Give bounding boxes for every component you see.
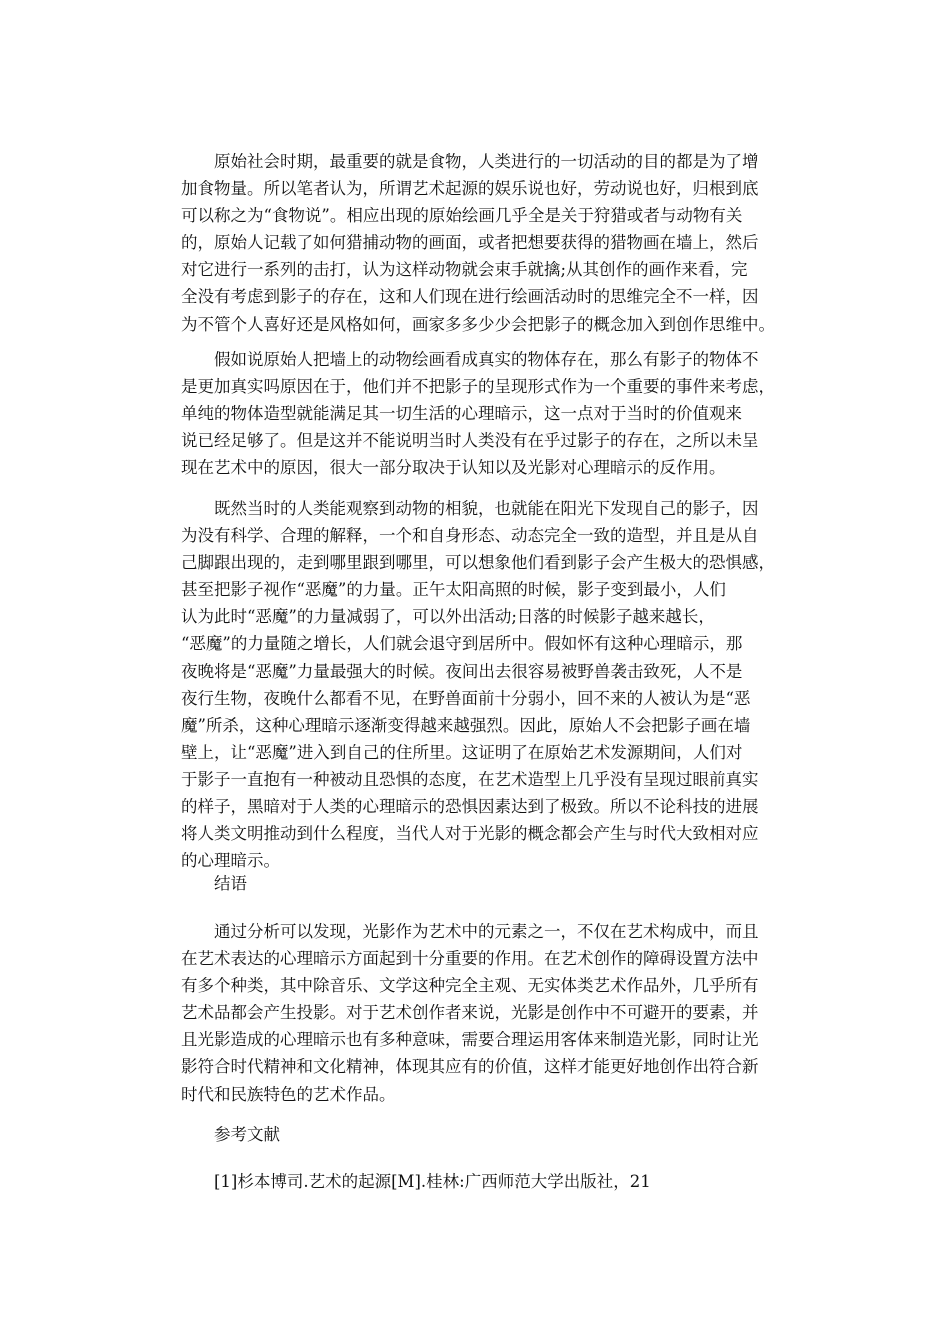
paragraph-line: 单纯的物体造型就能满足其一切生活的心理暗示，这一点对于当时的价值观来 (181, 404, 742, 424)
paragraph-line: 艺术品都会产生投影。对于艺术创作者来说，光影是创作中不可避开的要素，并 (181, 1003, 759, 1023)
paragraph-line: 加食物量。所以笔者认为，所谓艺术起源的娱乐说也好，劳动说也好，归根到底 (181, 179, 759, 199)
paragraph-conclusion (181, 918, 771, 1108)
paragraph-line: 时代和民族特色的艺术作品。 (181, 1084, 396, 1104)
heading-text: 结语 (214, 874, 247, 893)
paragraph-line: 有多个种类，其中除音乐、文学这种完全主观、无实体类艺术作品外，几乎所有 (181, 976, 759, 996)
paragraph-line: 夜行生物，夜晚什么都看不见，在野兽面前十分弱小，回不来的人被认为是“恶 (181, 688, 751, 708)
paragraph-line: 的，原始人记载了如何猎捕动物的画面，或者把想要获得的猎物画在墙上，然后 (181, 233, 759, 253)
paragraph-line: 夜晚将是“恶魔”力量最强大的时候。夜间出去很容易被野兽袭击致死，人不是 (181, 661, 743, 681)
paragraph-line: 全没有考虑到影子的存在，这和人们现在进行绘画活动时的思维完全不一样，因 (181, 287, 759, 307)
paragraph-line: 假如说原始人把墙上的动物绘画看成真实的物体存在，那么有影子的物体不 (214, 350, 759, 369)
heading-text: 参考文献 (214, 1125, 280, 1144)
paragraph-shadow-reality (181, 346, 775, 481)
paragraph-line: 魔”所杀，这种心理暗示逐渐变得越来越强烈。因此，原始人不会把影子画在墙 (181, 715, 751, 735)
paragraph-line: 既然当时的人类能观察到动物的相貌，也就能在阳光下发现自己的影子，因 (214, 499, 759, 518)
conclusion-heading (181, 870, 771, 897)
paragraph-line: 在艺术表达的心理暗示方面起到十分重要的作用。在艺术创作的障碍设置方法中 (181, 949, 759, 969)
paragraph-line: 于影子一直抱有一种被动且恐惧的态度，在艺术造型上几乎没有呈现过眼前真实 (181, 769, 759, 789)
paragraph-line: 通过分析可以发现，光影作为艺术中的元素之一，不仅在艺术构成中，而且 (214, 922, 759, 941)
paragraph-line: 原始社会时期，最重要的就是食物，人类进行的一切活动的目的都是为了增 (214, 152, 759, 171)
paragraph-line: 认为此时“恶魔”的力量减弱了，可以外出活动;日落的时候影子越来越长， (181, 607, 715, 627)
paragraph-line: 是更加真实吗原因在于，他们并不把影子的呈现形式作为一个重要的事件来考虑， (181, 377, 775, 397)
paragraph-line: 的心理暗示。 (181, 851, 280, 871)
paragraph-line: 为没有科学、合理的解释，一个和自身形态、动态完全一致的造型，并且是从自 (181, 526, 759, 546)
paragraph-line: 说已经足够了。但是这并不能说明当时人类没有在乎过影子的存在，之所以未呈 (181, 431, 759, 451)
reference-text: [1]杉本博司.艺术的起源[M].桂林:广西师范大学出版社，21 (214, 1172, 651, 1191)
paragraph-line: 现在艺术中的原因，很大一部分取决于认知以及光影对心理暗示的反作用。 (181, 458, 726, 478)
paragraph-line: 影符合时代精神和文化精神，体现其应有的价值，这样才能更好地创作出符合新 (181, 1057, 759, 1077)
paragraph-line: 可以称之为“食物说”。相应出现的原始绘画几乎全是关于狩猎或者与动物有关 (181, 206, 743, 226)
paragraph-line: “恶魔”的力量随之增长，人们就会退守到居所中。假如怀有这种心理暗示，那 (181, 634, 743, 654)
reference-entry (181, 1168, 771, 1195)
paragraph-line: 为不管个人喜好还是风格如何，画家多多少少会把影子的概念加入到创作思维中。 (181, 314, 775, 334)
paragraph-food-theory (181, 148, 775, 338)
paragraph-line: 对它进行一系列的击打，认为这样动物就会束手就擒;从其创作的画作来看，完 (181, 260, 748, 280)
paragraph-line: 己脚跟出现的，走到哪里跟到哪里，可以想象他们看到影子会产生极大的恐惧感， (181, 553, 775, 573)
paragraph-shadow-fear (181, 495, 775, 874)
paragraph-line: 壁上，让“恶魔”进入到自己的住所里。这证明了在原始艺术发源期间，人们对 (181, 742, 743, 762)
paragraph-line: 甚至把影子视作“恶魔”的力量。正午太阳高照的时候，影子变到最小，人们 (181, 580, 726, 600)
paragraph-line: 的样子，黑暗对于人类的心理暗示的恐惧因素达到了极致。所以不论科技的进展 (181, 797, 759, 817)
paragraph-line: 且光影造成的心理暗示也有多种意味，需要合理运用客体来制造光影，同时让光 (181, 1030, 759, 1050)
references-heading (181, 1121, 771, 1148)
paragraph-line: 将人类文明推动到什么程度，当代人对于光影的概念都会产生与时代大致相对应 (181, 824, 759, 844)
